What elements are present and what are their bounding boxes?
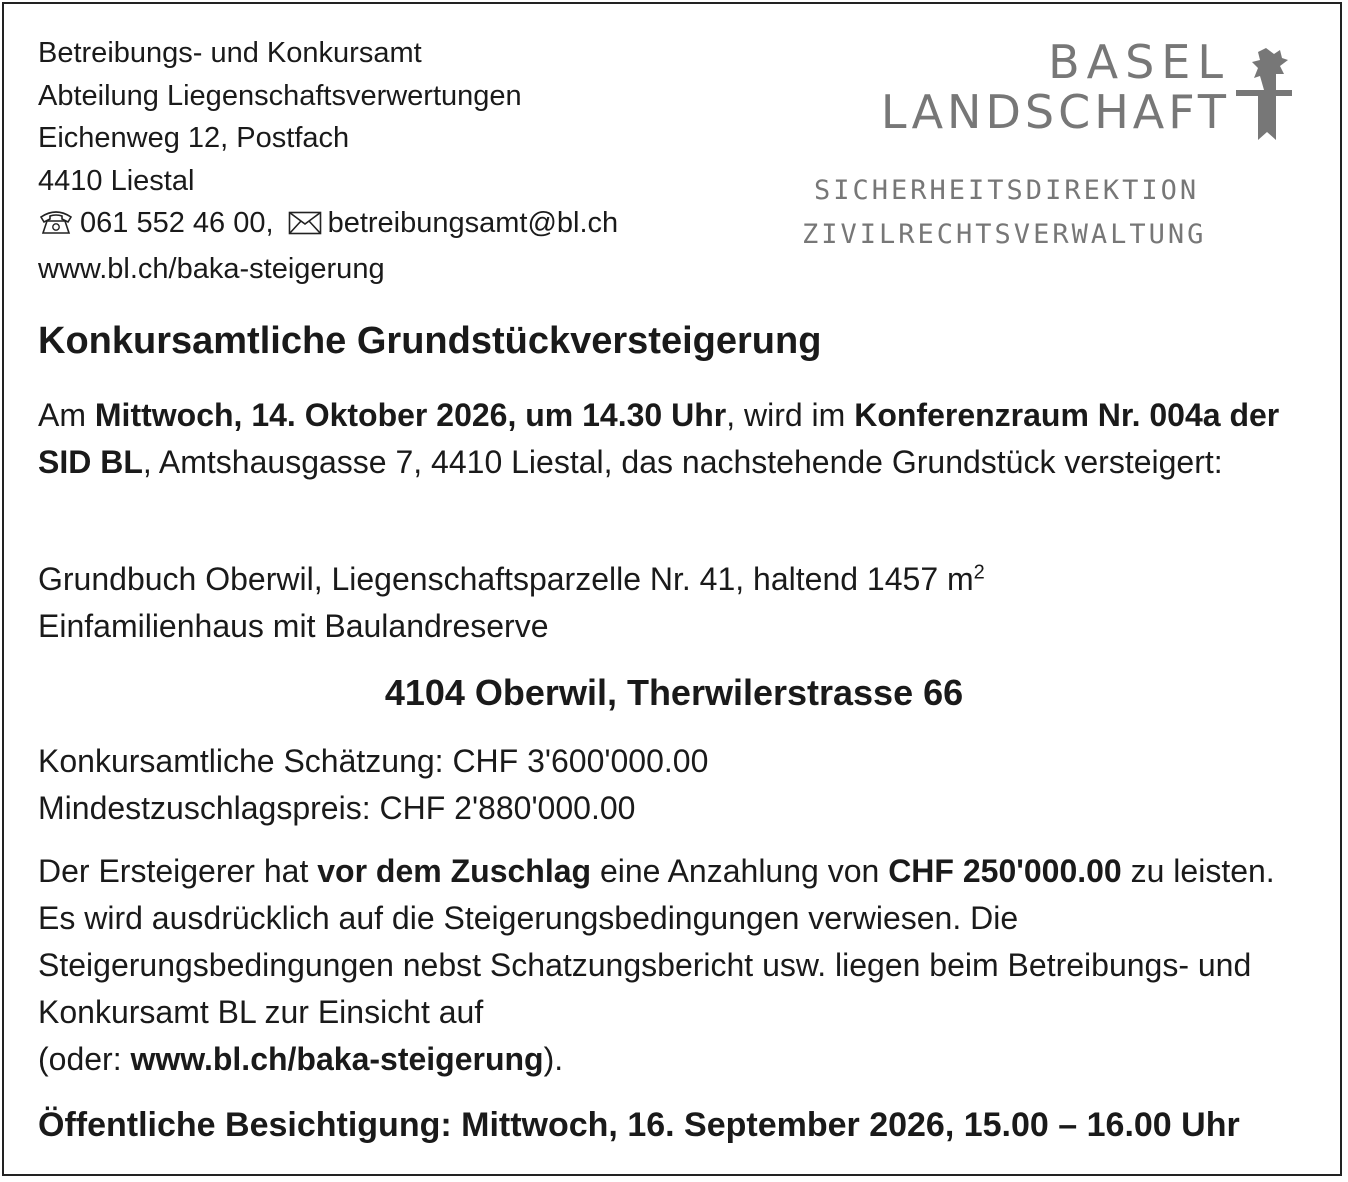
sender-address — [38, 32, 618, 290]
intro-text-1: Am — [38, 397, 95, 433]
logo-basel: BASEL — [1048, 35, 1230, 89]
valuation — [38, 738, 1318, 832]
phone-number: 061 552 46 00, — [80, 207, 274, 239]
logo-department-1: SICHERHEITSDIREKTION — [814, 175, 1200, 206]
auction-room: Konferenzraum Nr. 004a der SID BL — [38, 397, 1280, 480]
street-address: Eichenweg 12, Postfach — [38, 122, 350, 154]
crest-icon — [1236, 44, 1292, 153]
phone-icon — [38, 205, 74, 248]
area-unit-sup: 2 — [973, 561, 985, 584]
logo-department-2: ZIVILRECHTSVERWALTUNG — [802, 219, 1207, 250]
email-link[interactable]: betreibungsamt@bl.ch — [327, 207, 619, 239]
office-name: Betreibungs- und Konkursamt — [38, 37, 422, 69]
intro-text-3: , Amtshausgasse 7, 4410 Liestal, das nachstehende Grundstück versteigert: — [142, 444, 1223, 480]
deposit-condition: vor dem Zuschlag — [317, 853, 592, 889]
public-viewing: Öffentliche Besichtigung: Mittwoch, 16. September 2026, 15.00 – 16.00 Uhr — [38, 1106, 1240, 1144]
deposit-text-1: Der Ersteigerer hat — [38, 853, 318, 889]
valuation-estimate: Konkursamtliche Schätzung: CHF 3'600'000.00 — [38, 743, 709, 779]
logo-landschaft: LANDSCHAFT — [880, 85, 1230, 139]
valuation-minimum: Mindestzuschlagspreis: CHF 2'880'000.00 — [38, 790, 636, 826]
intro-text-2: , wird im — [726, 397, 855, 433]
deposit-paragraph — [38, 848, 1318, 1083]
deposit-link[interactable]: www.bl.ch/baka-steigerung — [130, 1041, 544, 1077]
property-parcel: Grundbuch Oberwil, Liegenschaftsparzelle Nr. 41, haltend 1457 m — [38, 561, 974, 597]
department-name: Abteilung Liegenschaftsverwertungen — [38, 79, 522, 112]
property-line-2: Einfamilienhaus mit Baulandreserve — [38, 608, 549, 644]
property-description — [38, 556, 1318, 650]
intro-paragraph — [38, 392, 1318, 486]
deposit-text-2: eine Anzahlung von — [591, 853, 889, 889]
deposit-text-3: zu leisten. Es wird ausdrücklich auf die Steigerungsbedingungen verwiesen. Die Steigerungsbedingungen nebst Schatzungsbericht usw. liegen beim Betreibungs- und Konkursamt BL zur Einsicht auf — [38, 853, 1275, 1030]
deposit-amount: CHF 250'000.00 — [888, 853, 1122, 889]
deposit-text-4: (oder: — [38, 1041, 131, 1077]
deposit-text-5: ). — [543, 1041, 564, 1077]
website-link[interactable]: www.bl.ch/baka-steigerung — [38, 252, 385, 285]
city: 4410 Liestal — [38, 164, 195, 197]
property-line-1 — [38, 556, 1318, 603]
envelope-icon — [288, 205, 322, 248]
page-title: Konkursamtliche Grundstückversteigerung — [38, 320, 822, 362]
contact-line — [38, 202, 618, 248]
property-location: 4104 Oberwil, Therwilerstrasse 66 — [384, 672, 964, 713]
canton-logo — [800, 35, 1300, 258]
auction-date: Mittwoch, 14. Oktober 2026, um 14.30 Uhr — [94, 397, 727, 433]
